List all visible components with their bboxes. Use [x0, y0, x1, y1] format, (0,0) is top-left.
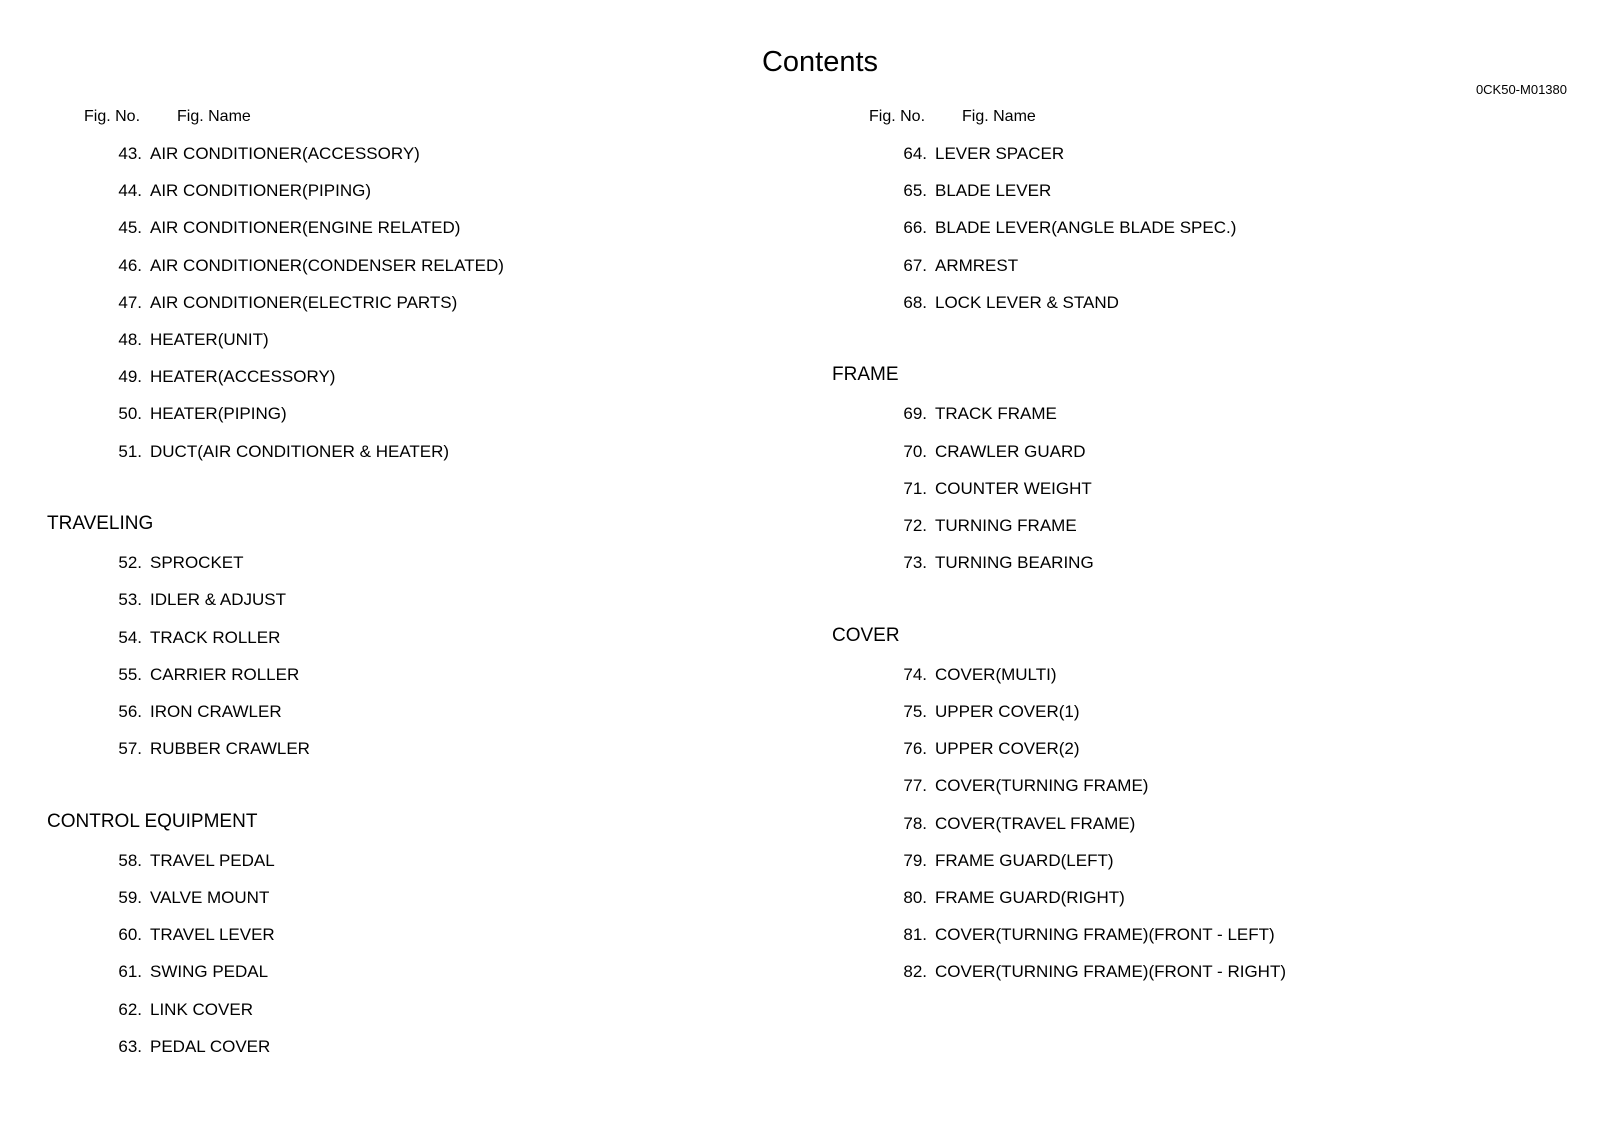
- fig-number: 69.: [903, 404, 927, 424]
- fig-name: COVER(TURNING FRAME): [935, 776, 1149, 796]
- page-title: Contents: [761, 46, 879, 78]
- fig-number: 50.: [118, 404, 142, 424]
- fig-name: COVER(TURNING FRAME)(FRONT - LEFT): [935, 925, 1275, 945]
- fig-number: 44.: [118, 181, 142, 201]
- fig-name: BLADE LEVER: [935, 181, 1052, 201]
- fig-name: TRACK FRAME: [935, 404, 1057, 424]
- fig-number: 70.: [903, 441, 927, 461]
- fig-name: AIR CONDITIONER(ACCESSORY): [150, 144, 420, 163]
- fig-number: 76.: [903, 739, 927, 759]
- fig-no-header: Fig. No.: [84, 108, 141, 125]
- section-heading: COVER: [832, 624, 900, 646]
- fig-number: 48.: [118, 330, 142, 349]
- fig-name: LINK COVER: [150, 999, 253, 1019]
- fig-number: 46.: [118, 255, 142, 275]
- fig-name: PEDAL COVER: [150, 1036, 271, 1056]
- fig-number: 75.: [903, 702, 927, 721]
- fig-name: LOCK LEVER & STAND: [935, 292, 1119, 312]
- fig-number: 59.: [118, 888, 142, 907]
- fig-name: VALVE MOUNT: [150, 888, 270, 907]
- fig-name: AIR CONDITIONER(ENGINE RELATED): [150, 218, 461, 238]
- fig-number: 71.: [903, 478, 927, 498]
- fig-number: 52.: [118, 553, 142, 573]
- fig-number: 82.: [903, 962, 927, 982]
- section-heading: TRAVELING: [47, 513, 154, 534]
- fig-number: 66.: [903, 218, 927, 238]
- section-heading: CONTROL EQUIPMENT: [47, 810, 258, 832]
- fig-number: 62.: [118, 999, 142, 1019]
- fig-name: AIR CONDITIONER(PIPING): [150, 181, 372, 201]
- fig-name: HEATER(PIPING): [150, 404, 287, 424]
- fig-number: 68.: [903, 292, 927, 312]
- fig-number: 79.: [903, 850, 927, 870]
- contents-column-left: [0, 0, 700, 1131]
- fig-no-header: Fig. No.: [869, 108, 926, 125]
- fig-name: CRAWLER GUARD: [935, 441, 1086, 461]
- fig-name: TURNING BEARING: [935, 553, 1094, 573]
- fig-name: HEATER(UNIT): [150, 330, 269, 349]
- fig-number: 74.: [903, 664, 927, 684]
- fig-name: SWING PEDAL: [150, 962, 269, 982]
- fig-number: 47.: [118, 292, 142, 312]
- fig-number: 72.: [903, 516, 927, 535]
- section-heading: FRAME: [832, 364, 899, 386]
- fig-number: 58.: [118, 850, 142, 870]
- fig-name-header: Fig. Name: [962, 108, 1036, 125]
- fig-name: CARRIER ROLLER: [150, 664, 300, 684]
- fig-number: 63.: [118, 1036, 142, 1056]
- fig-number: 77.: [903, 776, 927, 796]
- contents-column-right: [785, 0, 1485, 1131]
- fig-number: 45.: [118, 218, 142, 238]
- fig-number: 61.: [118, 962, 142, 982]
- fig-number: 73.: [903, 553, 927, 573]
- fig-name: AIR CONDITIONER(CONDENSER RELATED): [150, 255, 504, 275]
- fig-number: 80.: [903, 888, 927, 907]
- fig-number: 64.: [903, 144, 927, 163]
- fig-name: COUNTER WEIGHT: [935, 478, 1092, 498]
- fig-name: IRON CRAWLER: [150, 702, 282, 721]
- fig-name: DUCT(AIR CONDITIONER & HEATER): [150, 441, 450, 461]
- fig-number: 53.: [118, 590, 142, 610]
- fig-name: SPROCKET: [150, 553, 244, 573]
- fig-name: HEATER(ACCESSORY): [150, 367, 336, 387]
- fig-name: UPPER COVER(2): [935, 739, 1080, 759]
- fig-number: 57.: [118, 739, 142, 759]
- fig-number: 54.: [118, 627, 142, 647]
- fig-name: AIR CONDITIONER(ELECTRIC PARTS): [150, 292, 458, 312]
- fig-name: UPPER COVER(1): [935, 702, 1080, 721]
- fig-name: TRACK ROLLER: [150, 627, 281, 647]
- fig-number: 51.: [118, 441, 142, 461]
- fig-number: 60.: [118, 925, 142, 945]
- fig-name: TRAVEL PEDAL: [150, 850, 275, 870]
- fig-number: 49.: [118, 367, 142, 387]
- fig-number: 67.: [903, 255, 927, 275]
- fig-number: 43.: [118, 144, 142, 163]
- fig-name: LEVER SPACER: [935, 144, 1065, 163]
- fig-number: 65.: [903, 181, 927, 201]
- fig-name: TURNING FRAME: [935, 516, 1077, 535]
- fig-name: FRAME GUARD(RIGHT): [935, 888, 1125, 907]
- fig-number: 55.: [118, 664, 142, 684]
- fig-name: COVER(TURNING FRAME)(FRONT - RIGHT): [935, 962, 1286, 982]
- fig-name-header: Fig. Name: [177, 108, 251, 125]
- fig-number: 81.: [903, 925, 927, 945]
- fig-name: ARMREST: [935, 255, 1019, 275]
- fig-name: FRAME GUARD(LEFT): [935, 850, 1114, 870]
- fig-name: BLADE LEVER(ANGLE BLADE SPEC.): [935, 218, 1237, 238]
- fig-number: 56.: [118, 702, 142, 721]
- fig-name: RUBBER CRAWLER: [150, 739, 310, 759]
- fig-name: COVER(TRAVEL FRAME): [935, 813, 1136, 833]
- document-code: 0CK50-M01380: [1475, 82, 1567, 97]
- fig-name: COVER(MULTI): [935, 664, 1057, 684]
- fig-name: IDLER & ADJUST: [150, 590, 287, 610]
- fig-name: TRAVEL LEVER: [150, 925, 275, 945]
- fig-number: 78.: [903, 813, 927, 833]
